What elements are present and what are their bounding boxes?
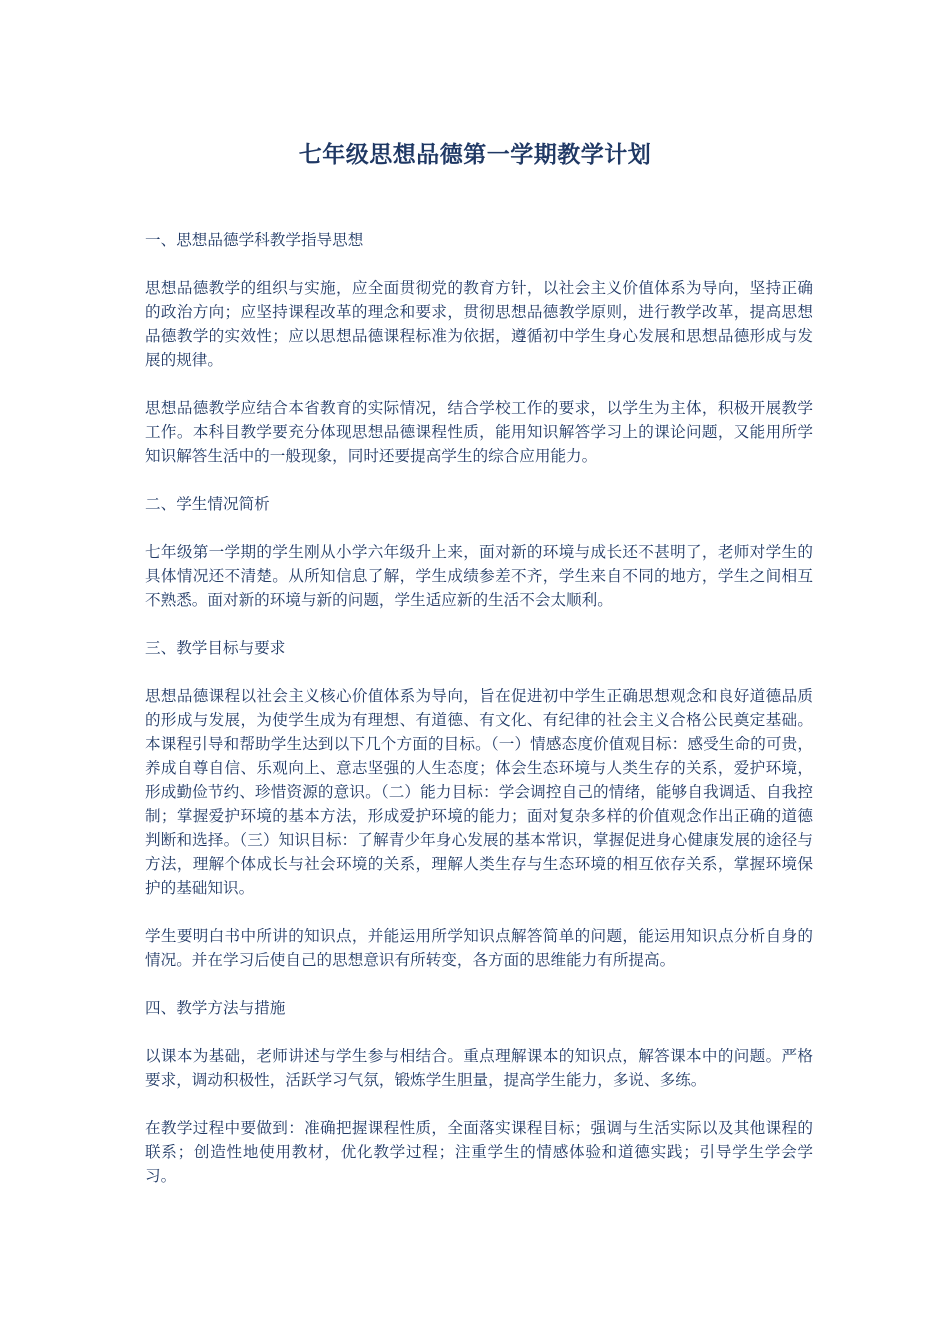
paragraph: 思想品德课程以社会主义核心价值体系为导向，旨在促进初中学生正确思想观念和良好道德品质的形成与发展，为使学生成为有理想、有道德、有文化、有纪律的社会主义合格公民奠定基础。本课程引导和帮助学生达到以下几个方面的目标。（一）情感态度价值观目标：感受生命的可贵，养成自尊自信、乐观向上、意志坚强的人生态度；体会生态环境与人类生存的关系，爱护环境，形成勤俭节约、珍惜资源的意识。（二）能力目标：学会调控自己的情绪，能够自我调适、自我控制；掌握爱护环境的基本方法，形成爱护环境的能力；面对复杂多样的价值观念作出正确的道德判断和选择。（三）知识目标：了解青少年身心发展的基本常识，掌握促进身心健康发展的途径与方法，理解个体成长与社会环境的关系，理解人类生存与生态环境的相互依存关系，掌握环境保护的基础知识。 [145,687,813,897]
document-title: 七年级思想品德第一学期教学计划 [298,141,652,168]
section-student-analysis [145,492,813,612]
document-body [145,228,813,1212]
paragraph: 思想品德教学应结合本省教育的实际情况，结合学校工作的要求，以学生为主体，积极开展教学工作。本科目教学要充分体现思想品德课程性质，能用知识解答学习上的课论问题，又能用所学知识解答生活中的一般现象，同时还要提高学生的综合应用能力。 [145,399,813,465]
paragraph: 在教学过程中要做到：准确把握课程性质，全面落实课程目标；强调与生活实际以及其他课程的联系；创造性地使用教材，优化教学过程；注重学生的情感体验和道德实践；引导学生学会学习。 [145,1119,813,1185]
paragraph: 思想品德教学的组织与实施，应全面贯彻党的教育方针，以社会主义价值体系为导向，坚持正确的政治方向；应坚持课程改革的理念和要求，贯彻思想品德教学原则，进行教学改革，提高思想品德教学的实效性；应以思想品德课程标准为依据，遵循初中学生身心发展和思想品德形成与发展的规律。 [145,279,813,369]
section-guiding-ideology [145,228,813,468]
section-teaching-methods [145,996,813,1188]
section-heading: 一、思想品德学科教学指导思想 [145,231,364,249]
section-heading: 四、教学方法与措施 [145,999,286,1017]
section-teaching-goals [145,636,813,972]
section-heading: 三、教学目标与要求 [145,639,286,657]
paragraph: 七年级第一学期的学生刚从小学六年级升上来，面对新的环境与成长还不甚明了，老师对学生的具体情况还不清楚。从所知信息了解，学生成绩参差不齐，学生来自不同的地方，学生之间相互不熟悉。面对新的环境与新的问题，学生适应新的生活不会太顺利。 [145,543,813,609]
paragraph: 以课本为基础，老师讲述与学生参与相结合。重点理解课本的知识点，解答课本中的问题。严格要求，调动积极性，活跃学习气氛，锻炼学生胆量，提高学生能力，多说、多练。 [145,1047,813,1089]
section-heading: 二、学生情况简析 [145,495,270,513]
paragraph: 学生要明白书中所讲的知识点，并能运用所学知识点解答简单的问题，能运用知识点分析自身的情况。并在学习后使自己的思想意识有所转变，各方面的思维能力有所提高。 [145,927,813,969]
